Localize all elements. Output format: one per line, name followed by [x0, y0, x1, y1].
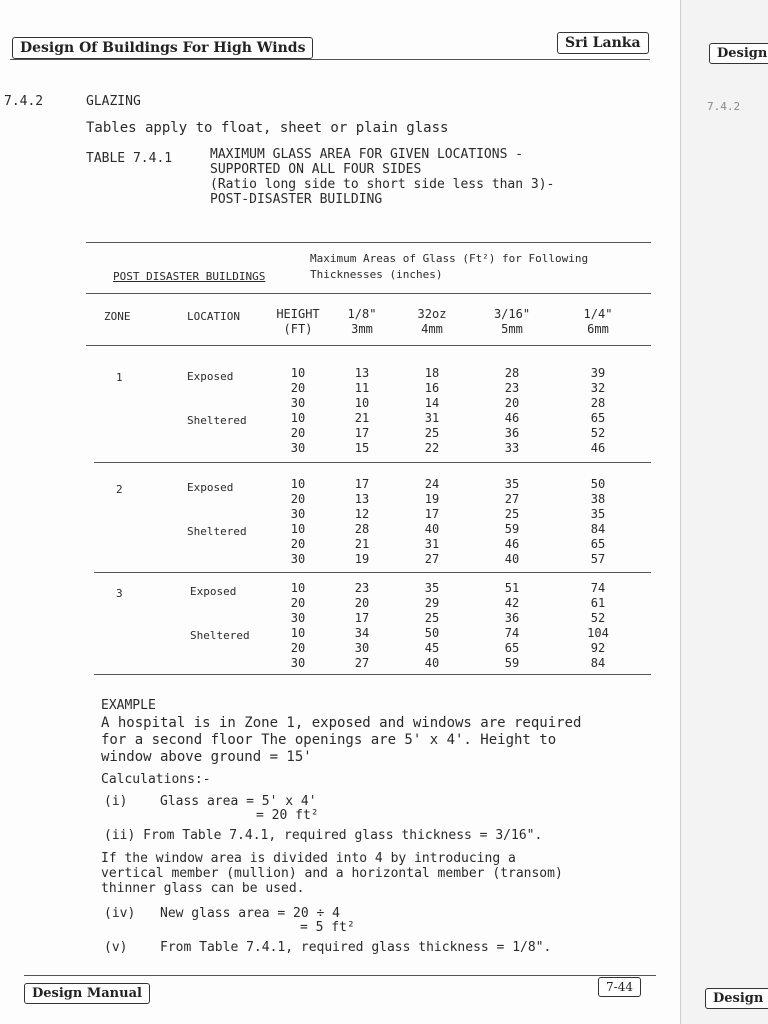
glass-area-cell: 30	[354, 641, 370, 655]
location-label: Exposed	[190, 585, 237, 598]
table-top-rule	[86, 242, 651, 243]
height-cell: 30	[290, 552, 306, 566]
glass-area-cell: 45	[424, 641, 440, 655]
step-iv-label: (iv)	[104, 906, 136, 921]
table-body-rule	[86, 345, 651, 346]
step-i-text: Glass area = 5' x 4'	[160, 794, 317, 809]
step-i-label: (i)	[104, 794, 128, 809]
glass-area-cell: 84	[590, 522, 606, 536]
table-bottom-rule	[94, 674, 651, 675]
next-page-header: Design	[709, 43, 768, 64]
glass-area-cell: 25	[424, 426, 440, 440]
glass-area-cell: 40	[424, 656, 440, 670]
height-cell: 10	[290, 522, 306, 536]
glass-area-cell: 16	[424, 381, 440, 395]
height-cell: 10	[290, 411, 306, 425]
glass-area-cell: 59	[504, 522, 520, 536]
glass-area-cell: 57	[590, 552, 606, 566]
glass-area-cell: 46	[590, 441, 606, 455]
height-cell: 20	[290, 596, 306, 610]
glass-area-cell: 27	[354, 656, 370, 670]
step-iv-result: = 5 ft²	[300, 920, 355, 935]
location-label: Exposed	[187, 370, 234, 383]
height-cell: 30	[290, 656, 306, 670]
table-caption-line: SUPPORTED ON ALL FOUR SIDES	[210, 162, 422, 177]
glass-area-cell: 31	[424, 537, 440, 551]
note-line: thinner glass can be used.	[101, 881, 305, 896]
col-height-unit: (FT)	[283, 322, 313, 336]
glass-area-cell: 12	[354, 507, 370, 521]
height-cell: 20	[290, 641, 306, 655]
glass-area-cell: 50	[424, 626, 440, 640]
glass-area-cell: 28	[504, 366, 520, 380]
location-label: Exposed	[187, 481, 234, 494]
glass-area-cell: 25	[504, 507, 520, 521]
glass-area-cell: 36	[504, 611, 520, 625]
zone-divider	[94, 462, 651, 463]
height-cell: 20	[290, 381, 306, 395]
header-title: Design Of Buildings For High Winds	[12, 37, 313, 59]
glass-area-cell: 23	[504, 381, 520, 395]
glass-area-cell: 17	[354, 426, 370, 440]
zone-divider	[94, 572, 651, 573]
section-title: GLAZING	[86, 94, 141, 109]
glass-area-cell: 61	[590, 596, 606, 610]
glass-area-cell: 13	[354, 366, 370, 380]
step-i-result: = 20 ft²	[256, 808, 319, 823]
footer-page-number: 7-44	[598, 977, 641, 997]
height-cell: 10	[290, 366, 306, 380]
glass-area-cell: 59	[504, 656, 520, 670]
thickness-header: Thicknesses (inches)	[310, 268, 443, 281]
glass-area-cell: 19	[424, 492, 440, 506]
height-cell: 20	[290, 537, 306, 551]
glass-area-cell: 52	[590, 426, 606, 440]
glass-area-cell: 29	[424, 596, 440, 610]
glass-area-cell: 34	[354, 626, 370, 640]
glass-area-cell: 22	[424, 441, 440, 455]
col-thickness-3: 3/16"	[493, 307, 531, 321]
col-thickness-1: 1/8"	[347, 307, 377, 321]
header-country: Sri Lanka	[557, 32, 649, 54]
height-cell: 10	[290, 581, 306, 595]
glass-area-cell: 104	[587, 626, 609, 640]
glass-area-cell: 39	[590, 366, 606, 380]
max-area-header: Maximum Areas of Glass (Ft²) for Following	[310, 252, 589, 265]
glass-area-cell: 14	[424, 396, 440, 410]
glass-area-cell: 21	[354, 537, 370, 551]
example-line: for a second floor The openings are 5' x 4'. Height to	[101, 732, 557, 748]
glass-area-cell: 27	[424, 552, 440, 566]
glass-area-cell: 51	[504, 581, 520, 595]
glass-area-cell: 65	[504, 641, 520, 655]
col-thickness-4: 1/4"	[583, 307, 613, 321]
calculations-title: Calculations:-	[101, 772, 211, 787]
height-cell: 30	[290, 507, 306, 521]
note-line: vertical member (mullion) and a horizontal member (transom)	[101, 866, 563, 881]
col-thickness-3-mm: 5mm	[501, 322, 523, 336]
glass-area-cell: 27	[504, 492, 520, 506]
example-title: EXAMPLE	[101, 698, 156, 713]
glass-area-cell: 65	[590, 411, 606, 425]
glass-area-cell: 19	[354, 552, 370, 566]
glass-area-cell: 25	[424, 611, 440, 625]
example-line: window above ground = 15'	[101, 749, 312, 765]
glass-area-cell: 35	[590, 507, 606, 521]
glass-area-cell: 46	[504, 537, 520, 551]
col-thickness-2-mm: 4mm	[421, 322, 443, 336]
glass-area-cell: 50	[590, 477, 606, 491]
glass-area-cell: 74	[590, 581, 606, 595]
glass-area-cell: 42	[504, 596, 520, 610]
col-location: LOCATION	[187, 310, 240, 323]
location-label: Sheltered	[187, 525, 247, 538]
section-intro: Tables apply to float, sheet or plain glass	[86, 120, 449, 136]
glass-area-cell: 40	[424, 522, 440, 536]
step-v-label: (v)	[104, 940, 128, 955]
footer-rule	[24, 975, 656, 976]
glass-area-cell: 23	[354, 581, 370, 595]
zone-number: 2	[116, 483, 123, 496]
glass-area-cell: 40	[504, 552, 520, 566]
height-cell: 20	[290, 492, 306, 506]
glass-area-cell: 20	[354, 596, 370, 610]
glass-area-cell: 65	[590, 537, 606, 551]
footer-manual: Design Manual	[24, 983, 150, 1004]
step-v-text: From Table 7.4.1, required glass thickness = 1/8".	[160, 940, 552, 955]
table-caption-line: POST-DISASTER BUILDING	[210, 192, 383, 207]
table-label: TABLE 7.4.1	[86, 151, 173, 166]
glass-area-cell: 10	[354, 396, 370, 410]
height-cell: 30	[290, 396, 306, 410]
col-thickness-1-mm: 3mm	[351, 322, 373, 336]
glass-area-cell: 28	[354, 522, 370, 536]
step-ii: (ii) From Table 7.4.1, required glass thickness = 3/16".	[104, 828, 543, 843]
zone-number: 1	[116, 371, 123, 384]
glass-area-cell: 38	[590, 492, 606, 506]
height-cell: 30	[290, 611, 306, 625]
glass-area-cell: 32	[590, 381, 606, 395]
glass-area-cell: 15	[354, 441, 370, 455]
glass-area-cell: 17	[354, 611, 370, 625]
glass-area-cell: 74	[504, 626, 520, 640]
glass-area-cell: 17	[354, 477, 370, 491]
col-thickness-2: 32oz	[417, 307, 447, 321]
glass-area-cell: 17	[424, 507, 440, 521]
example-line: A hospital is in Zone 1, exposed and windows are required	[101, 715, 582, 731]
height-cell: 10	[290, 626, 306, 640]
glass-area-cell: 84	[590, 656, 606, 670]
col-height: HEIGHT	[276, 307, 320, 321]
glass-area-cell: 92	[590, 641, 606, 655]
glass-area-cell: 33	[504, 441, 520, 455]
next-page-footer: Design	[705, 988, 768, 1009]
col-thickness-4-mm: 6mm	[587, 322, 609, 336]
height-cell: 30	[290, 441, 306, 455]
table-caption-line: (Ratio long side to short side less than 3)-	[210, 177, 555, 192]
glass-area-cell: 35	[424, 581, 440, 595]
header-rule	[10, 59, 650, 60]
glass-area-cell: 35	[504, 477, 520, 491]
table-group-title: POST DISASTER BUILDINGS	[113, 270, 266, 283]
glass-area-cell: 52	[590, 611, 606, 625]
next-page-section: 7.4.2	[707, 100, 741, 113]
glass-area-cell: 36	[504, 426, 520, 440]
glass-area-cell: 46	[504, 411, 520, 425]
table-caption-line: MAXIMUM GLASS AREA FOR GIVEN LOCATIONS -	[210, 147, 524, 162]
col-zone: ZONE	[104, 310, 131, 323]
step-iv-text: New glass area = 20 ÷ 4	[160, 906, 341, 921]
section-number: 7.4.2	[4, 94, 44, 109]
glass-area-cell: 20	[504, 396, 520, 410]
glass-area-cell: 18	[424, 366, 440, 380]
glass-area-cell: 28	[590, 396, 606, 410]
zone-number: 3	[116, 587, 123, 600]
glass-area-cell: 21	[354, 411, 370, 425]
height-cell: 20	[290, 426, 306, 440]
glass-area-cell: 24	[424, 477, 440, 491]
height-cell: 10	[290, 477, 306, 491]
next-page-edge	[680, 0, 768, 1024]
glass-area-cell: 31	[424, 411, 440, 425]
glass-area-cell: 13	[354, 492, 370, 506]
glass-area-cell: 11	[354, 381, 370, 395]
table-header-rule	[86, 293, 651, 294]
note-line: If the window area is divided into 4 by introducing a	[101, 851, 516, 866]
location-label: Sheltered	[187, 414, 247, 427]
location-label: Sheltered	[190, 629, 250, 642]
